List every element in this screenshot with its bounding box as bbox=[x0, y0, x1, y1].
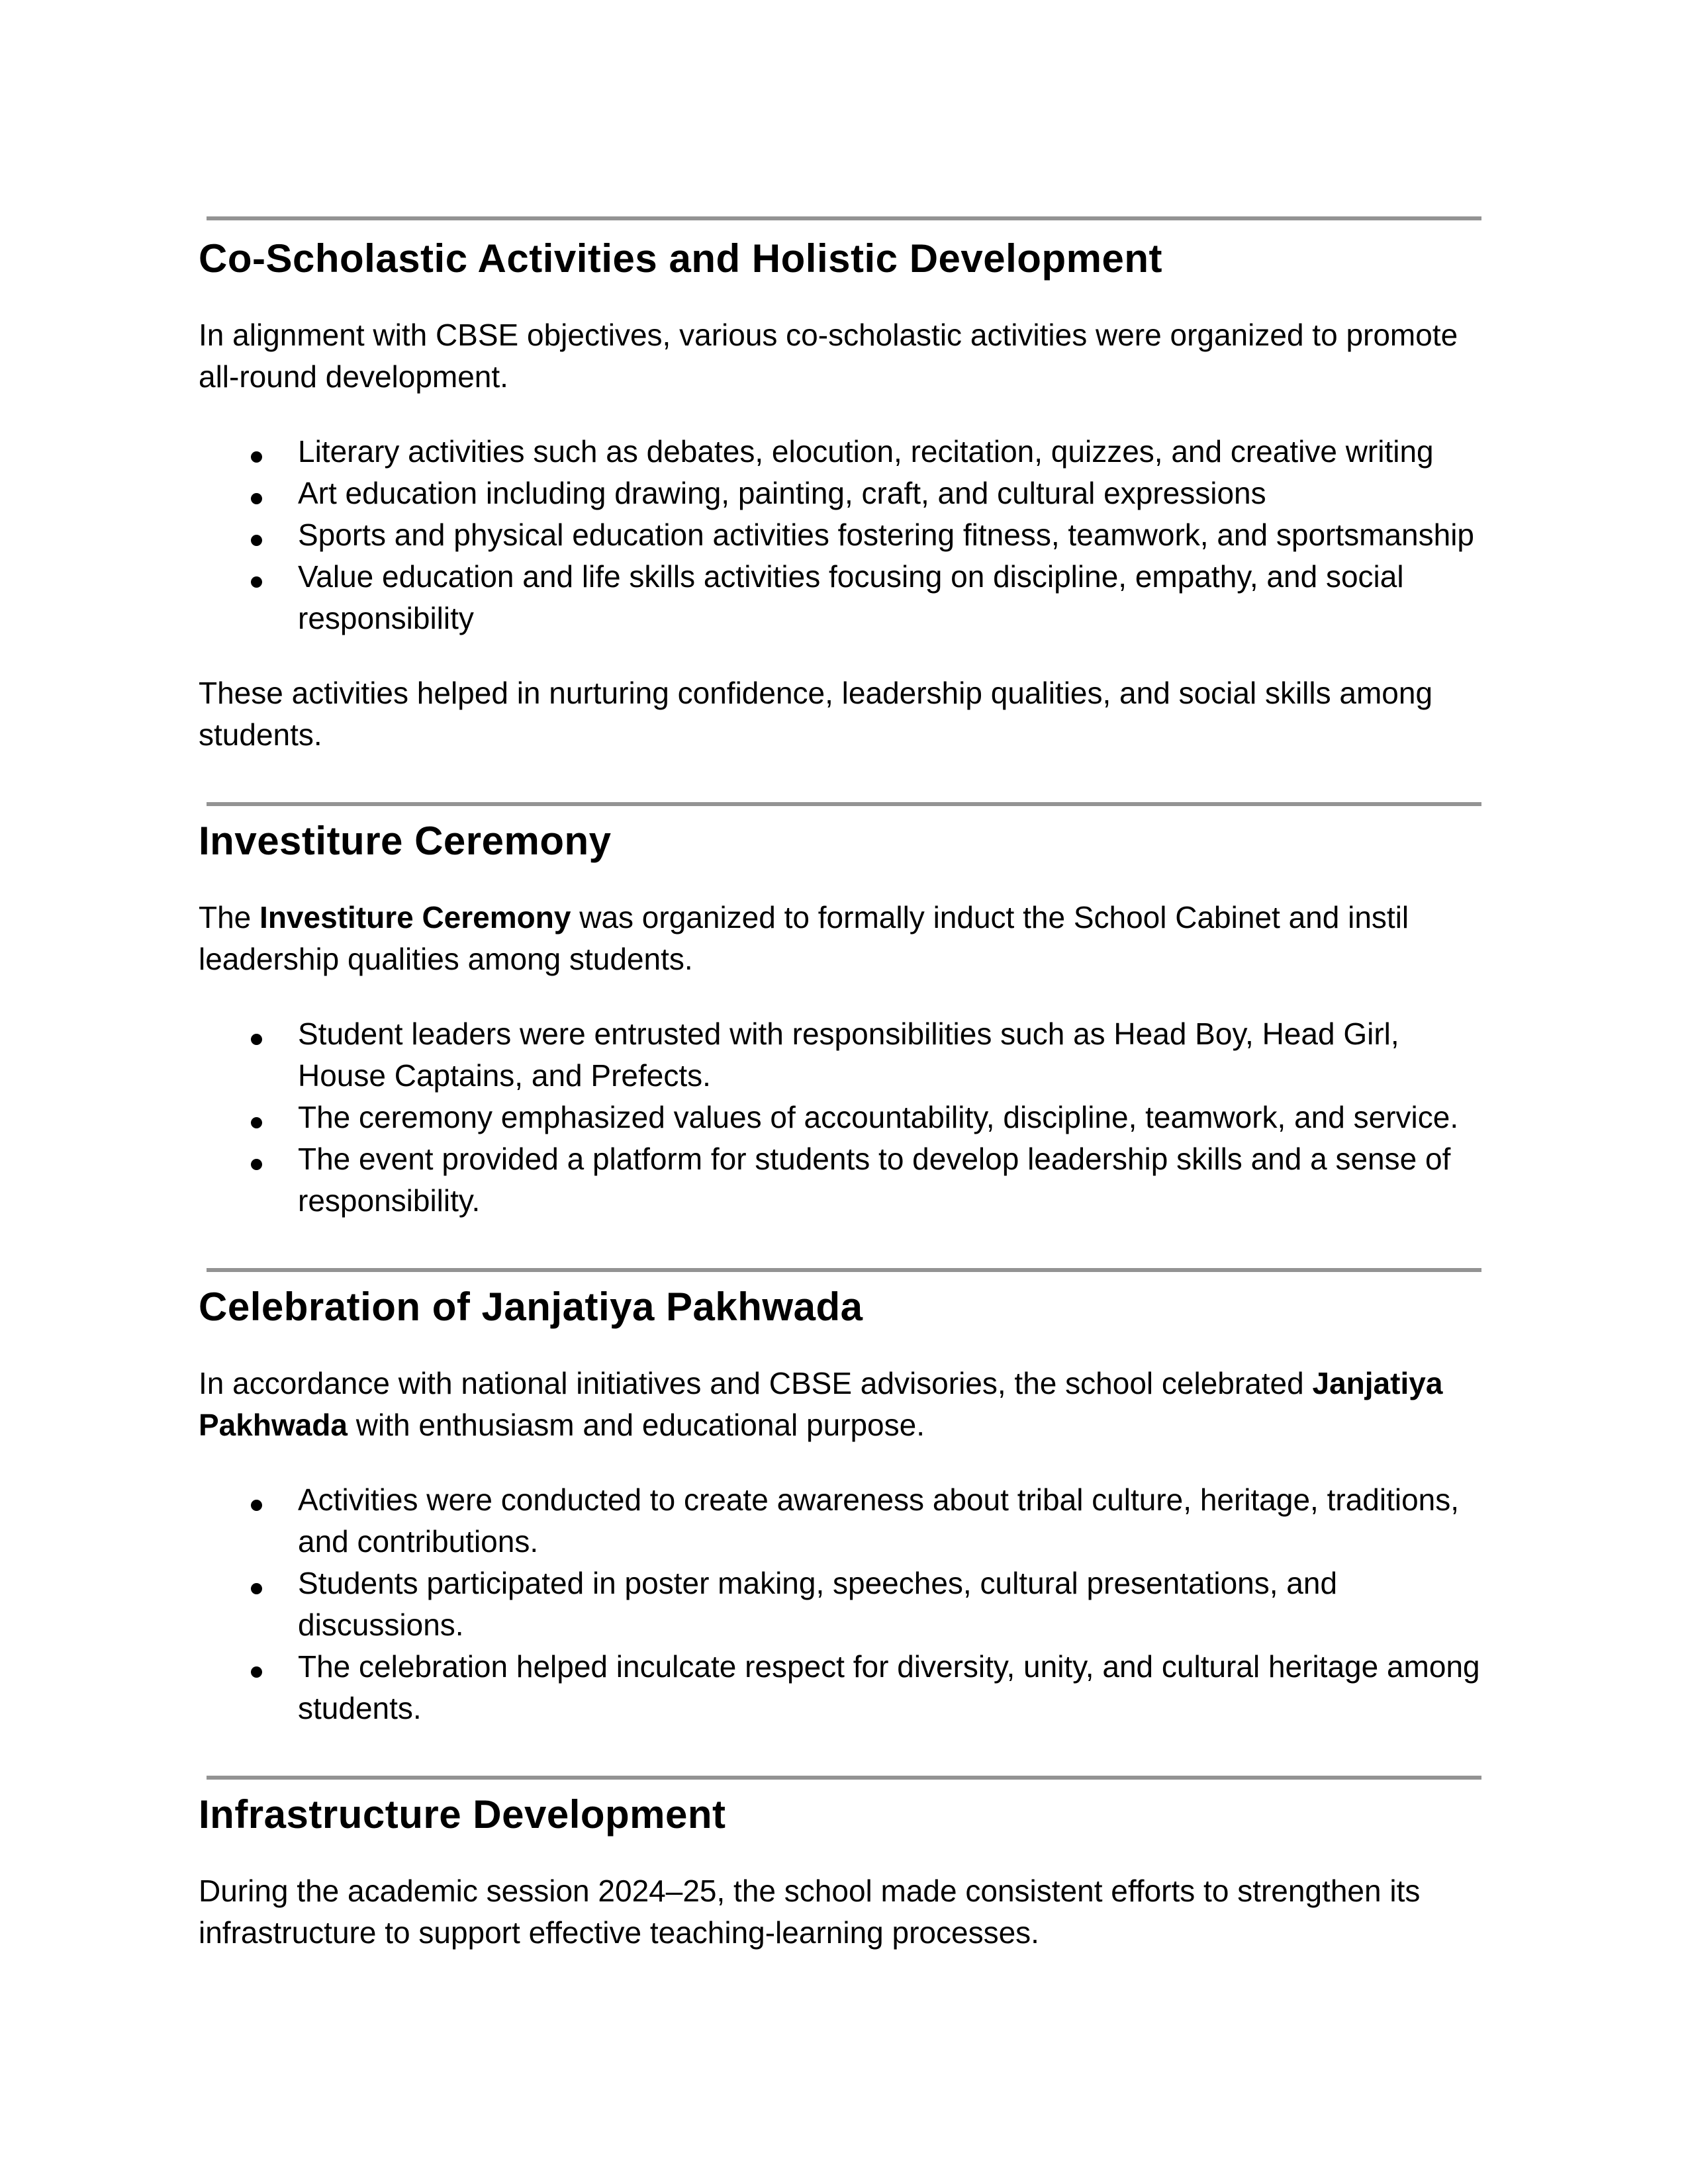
paragraph-text-bold: Janjatiya Pakhwada bbox=[199, 1366, 1443, 1442]
section-heading: Celebration of Janjatiya Pakhwada bbox=[199, 1285, 863, 1329]
bullet-icon bbox=[251, 1034, 262, 1045]
list-item bbox=[199, 1013, 1489, 1097]
section-divider bbox=[207, 216, 1481, 220]
list-item-text: Art education including drawing, painting, craft, and cultural expressions bbox=[298, 476, 1266, 510]
list-item-text: Value education and life skills activities focusing on discipline, empathy, and social responsibility bbox=[298, 559, 1404, 635]
list-item-text: The event provided a platform for students to develop leadership skills and a sense of responsibility. bbox=[298, 1142, 1451, 1218]
section-divider bbox=[207, 1776, 1481, 1780]
bullet-icon bbox=[251, 535, 262, 546]
list-item bbox=[199, 556, 1489, 639]
section-infrastructure-development bbox=[199, 1776, 1489, 1954]
bullet-icon bbox=[251, 1583, 262, 1594]
section-investiture-ceremony bbox=[199, 802, 1489, 1222]
list-item-text: The ceremony emphasized values of accountability, discipline, teamwork, and service. bbox=[298, 1100, 1459, 1134]
section-heading: Co-Scholastic Activities and Holistic Development bbox=[199, 236, 1162, 281]
list-item bbox=[199, 431, 1489, 473]
bullet-icon bbox=[251, 1117, 262, 1128]
bullet-icon bbox=[251, 576, 262, 588]
list-item-text: Student leaders were entrusted with responsibilities such as Head Boy, Head Girl, House Captains, and Prefects. bbox=[298, 1017, 1399, 1093]
list-item-text: The celebration helped inculcate respect for diversity, unity, and cultural heritage among students. bbox=[298, 1649, 1480, 1725]
section-co-scholastic bbox=[199, 216, 1489, 756]
section-paragraph bbox=[199, 1870, 1489, 1954]
section-paragraph bbox=[199, 314, 1489, 398]
paragraph-text: The bbox=[199, 900, 260, 934]
section-janjatiya-pakhwada bbox=[199, 1268, 1489, 1729]
bullet-icon bbox=[251, 1666, 262, 1678]
list-item bbox=[199, 1138, 1489, 1222]
list-item bbox=[199, 1563, 1489, 1646]
paragraph-text: In alignment with CBSE objectives, various co-scholastic activities were organized to promote all-round development. bbox=[199, 318, 1458, 394]
section-divider bbox=[207, 802, 1481, 806]
bullet-icon bbox=[251, 1159, 262, 1170]
section-heading: Infrastructure Development bbox=[199, 1792, 726, 1837]
list-item-text: Literary activities such as debates, elocution, recitation, quizzes, and creative writing bbox=[298, 434, 1434, 469]
paragraph-text: During the academic session 2024–25, the school made consistent efforts to strengthen its infrastructure to support effective teaching-learning processes. bbox=[199, 1874, 1421, 1950]
bullet-list bbox=[199, 1013, 1489, 1222]
paragraph-text: These activities helped in nurturing confidence, leadership qualities, and social skills among students. bbox=[199, 676, 1433, 752]
bullet-list bbox=[199, 1479, 1489, 1729]
section-paragraph bbox=[199, 1363, 1489, 1446]
list-item bbox=[199, 1479, 1489, 1563]
list-item-text: Sports and physical education activities fostering fitness, teamwork, and sportsmanship bbox=[298, 518, 1474, 552]
paragraph-text-bold: Investiture Ceremony bbox=[259, 900, 571, 934]
section-paragraph bbox=[199, 672, 1489, 756]
list-item bbox=[199, 514, 1489, 556]
section-divider bbox=[207, 1268, 1481, 1272]
bullet-icon bbox=[251, 451, 262, 463]
bullet-list bbox=[199, 431, 1489, 639]
section-heading: Investiture Ceremony bbox=[199, 819, 612, 863]
list-item bbox=[199, 1097, 1489, 1138]
list-item bbox=[199, 473, 1489, 514]
paragraph-text: was organized to formally induct the School Cabinet and instil leadership qualities among students. bbox=[199, 900, 1409, 976]
list-item-text: Activities were conducted to create awareness about tribal culture, heritage, traditions, and contributions. bbox=[298, 1482, 1460, 1559]
list-item bbox=[199, 1646, 1489, 1729]
bullet-icon bbox=[251, 493, 262, 504]
section-paragraph bbox=[199, 897, 1489, 980]
list-item-text: Students participated in poster making, speeches, cultural presentations, and discussions. bbox=[298, 1566, 1338, 1642]
paragraph-text: with enthusiasm and educational purpose. bbox=[348, 1408, 925, 1442]
paragraph-text: In accordance with national initiatives and CBSE advisories, the school celebrated bbox=[199, 1366, 1313, 1400]
bullet-icon bbox=[251, 1500, 262, 1511]
